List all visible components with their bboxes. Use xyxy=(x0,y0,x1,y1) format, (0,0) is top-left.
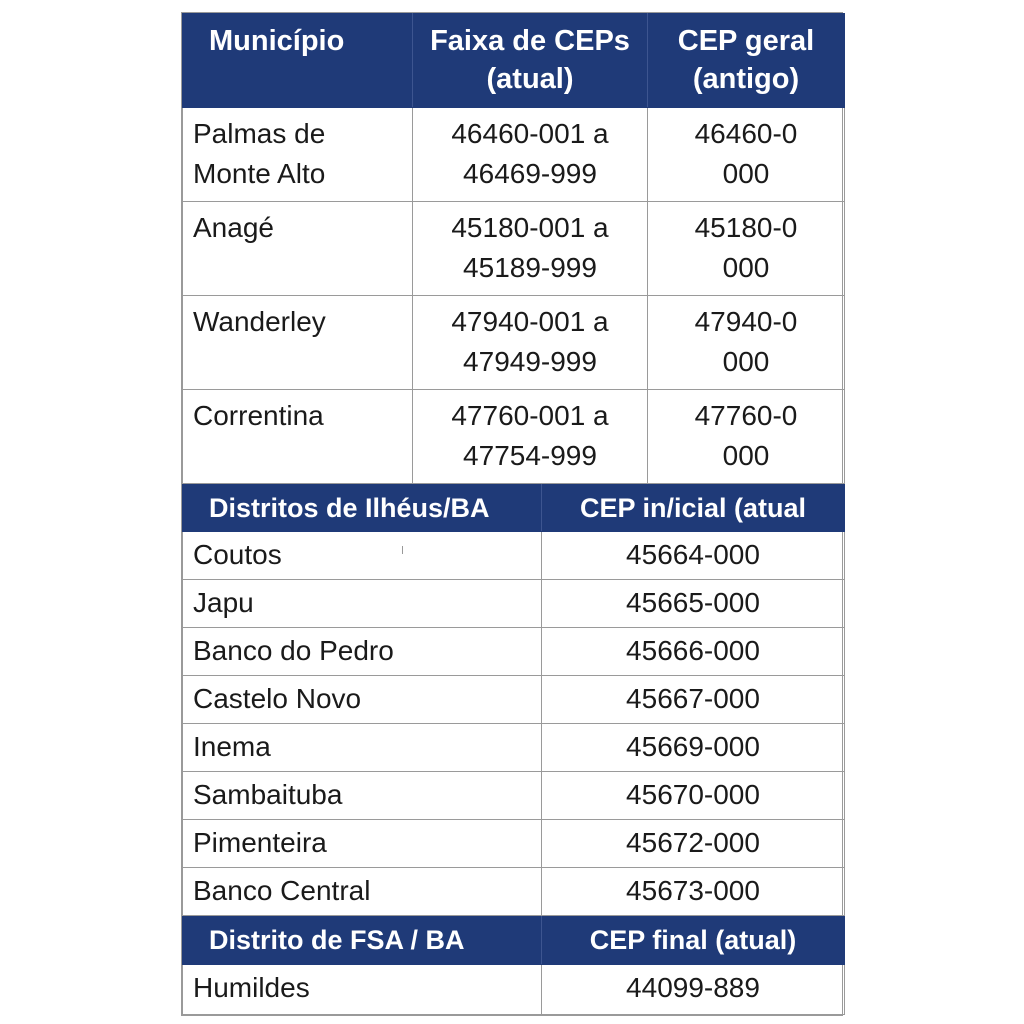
range-line1: 46460-001 a xyxy=(451,118,609,149)
header-cep-geral xyxy=(648,14,845,108)
table-row xyxy=(183,202,845,296)
cep-range xyxy=(413,202,648,296)
cep-general xyxy=(648,390,845,484)
header-municipio xyxy=(183,14,413,108)
header-geral-line1: CEP geral xyxy=(677,25,815,57)
distrito-cep: 45672-000 xyxy=(542,820,845,868)
municipios-table xyxy=(182,13,845,484)
header-distritos-ilheus: Distritos de Ilhéus/BA xyxy=(183,485,542,532)
name-line1: Correntina xyxy=(193,400,324,431)
table-row xyxy=(183,532,845,580)
stray-mark xyxy=(402,546,403,554)
distrito-cep: 45667-000 xyxy=(542,676,845,724)
general-line1: 45180-0 xyxy=(694,212,798,243)
municipio-name xyxy=(183,202,413,296)
distrito-fsa-table xyxy=(182,916,845,1015)
cep-range xyxy=(413,108,648,202)
distrito-cep: 45669-000 xyxy=(542,724,845,772)
name-line2: Monte Alto xyxy=(193,158,326,189)
general-line1: 46460-0 xyxy=(694,118,798,149)
table-row xyxy=(183,628,845,676)
municipio-name xyxy=(183,390,413,484)
general-line1: 47760-0 xyxy=(694,400,798,431)
municipio-name xyxy=(183,108,413,202)
header-faixa-line1: Faixa de CEPs xyxy=(430,25,630,57)
distrito-name: Castelo Novo xyxy=(183,676,542,724)
header-cep-final: CEP final (atual) xyxy=(542,917,845,965)
cep-general xyxy=(648,108,845,202)
name-line1: Wanderley xyxy=(193,306,326,337)
distritos-ilheus-table xyxy=(182,484,845,916)
distrito-cep: 45673-000 xyxy=(542,868,845,916)
table-row xyxy=(183,724,845,772)
header-cep-inicial: CEP in/icial (atual xyxy=(542,485,845,532)
distrito-name: Humildes xyxy=(183,965,542,1015)
general-line1: 47940-0 xyxy=(694,306,798,337)
general-line2: 000 xyxy=(722,158,770,189)
distrito-name-label: Coutos xyxy=(193,539,282,570)
general-line2: 000 xyxy=(722,440,770,471)
distrito-name: Pimenteira xyxy=(183,820,542,868)
header-municipio-label: Município xyxy=(209,25,345,57)
name-line1: Anagé xyxy=(193,212,274,243)
table-row xyxy=(183,868,845,916)
header-geral-line2: (antigo) xyxy=(692,63,800,95)
table-row xyxy=(183,772,845,820)
distrito-name: Sambaituba xyxy=(183,772,542,820)
general-line2: 000 xyxy=(722,346,770,377)
distrito-name: Japu xyxy=(183,580,542,628)
distrito-cep: 44099-889 xyxy=(542,965,845,1015)
cep-range xyxy=(413,296,648,390)
table-row xyxy=(183,820,845,868)
table-row xyxy=(183,390,845,484)
cep-general xyxy=(648,296,845,390)
cep-range xyxy=(413,390,648,484)
range-line1: 47940-001 a xyxy=(451,306,609,337)
distrito-name xyxy=(183,532,542,580)
table-row xyxy=(183,965,845,1015)
name-line1: Palmas de xyxy=(193,118,326,149)
header-faixa-ceps xyxy=(413,14,648,108)
header-distrito-fsa: Distrito de FSA / BA xyxy=(183,917,542,965)
range-line2: 45189-999 xyxy=(463,252,597,283)
distrito-name: Banco do Pedro xyxy=(183,628,542,676)
municipios-header-row xyxy=(183,14,845,108)
distrito-cep: 45666-000 xyxy=(542,628,845,676)
distrito-name: Banco Central xyxy=(183,868,542,916)
distrito-cep: 45670-000 xyxy=(542,772,845,820)
table-row xyxy=(183,296,845,390)
distrito-cep: 45664-000 xyxy=(542,532,845,580)
general-line2: 000 xyxy=(722,252,770,283)
distrito-name: Inema xyxy=(183,724,542,772)
range-line1: 47760-001 a xyxy=(451,400,609,431)
cep-table xyxy=(181,12,843,1016)
cep-general xyxy=(648,202,845,296)
table-row xyxy=(183,108,845,202)
distrito-cep: 45665-000 xyxy=(542,580,845,628)
ilheus-header-row xyxy=(183,485,845,532)
range-line2: 47949-999 xyxy=(463,346,597,377)
fsa-header-row xyxy=(183,917,845,965)
header-faixa-line2: (atual) xyxy=(486,63,574,95)
table-row xyxy=(183,580,845,628)
range-line1: 45180-001 a xyxy=(451,212,609,243)
municipio-name xyxy=(183,296,413,390)
range-line2: 47754-999 xyxy=(463,440,597,471)
range-line2: 46469-999 xyxy=(463,158,597,189)
table-row xyxy=(183,676,845,724)
